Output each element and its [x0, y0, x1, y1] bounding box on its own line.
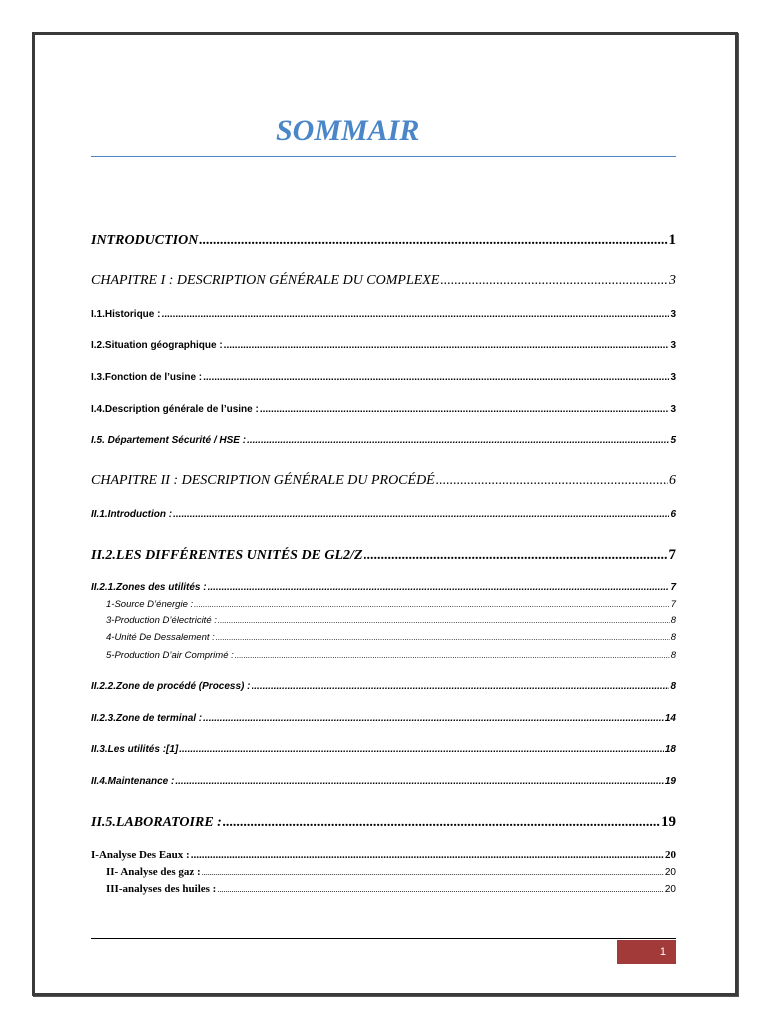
toc-entry-ii-2-1[interactable]	[91, 582, 676, 593]
toc-entry-i-4[interactable]	[91, 404, 676, 415]
toc-label: CHAPITRE II : DESCRIPTION GÉNÉRALE DU PROCÉDÉ	[91, 473, 435, 488]
toc-entry-ii-5[interactable]	[91, 814, 676, 831]
toc-page: 7	[670, 582, 676, 593]
toc-entry-source-energie[interactable]	[106, 599, 676, 610]
toc-page: 14	[664, 713, 676, 724]
toc-entry-analyse-eaux[interactable]	[91, 849, 676, 861]
toc-leader	[223, 815, 660, 831]
toc-leader	[216, 633, 670, 642]
toc-page: 8	[670, 650, 676, 661]
toc-label: II.4.Maintenance :	[91, 776, 175, 787]
toc-label: II.3.Les utilités :[1]	[91, 744, 179, 755]
toc-leader	[203, 372, 669, 383]
toc-entry-air-comprime[interactable]	[106, 650, 676, 661]
toc-page: 7	[668, 547, 676, 563]
toc-page: 8	[670, 615, 676, 626]
toc-label: 3-Production D’électricité :	[106, 615, 217, 626]
toc-label: II.2.1.Zones des utilités :	[91, 582, 207, 593]
toc-leader	[252, 681, 670, 692]
toc-label: I.2.Situation géographique :	[91, 340, 223, 351]
toc-entry-chapitre-2[interactable]	[91, 473, 676, 489]
toc-label: I.3.Fonction de l’usine :	[91, 372, 203, 383]
toc-label: 5-Production D’air Comprimé :	[106, 650, 234, 661]
toc-page: 19	[664, 776, 676, 787]
toc-page: 8	[670, 632, 676, 643]
toc-leader	[199, 233, 667, 249]
toc-page: 5	[670, 435, 676, 446]
toc-page: 18	[664, 744, 676, 755]
toc-page: 6	[670, 509, 676, 520]
toc-label: II.2.LES DIFFÉRENTES UNITÉS DE GL2/Z	[91, 548, 363, 563]
toc-leader	[364, 548, 668, 564]
toc-leader	[260, 404, 670, 415]
toc-label: INTRODUCTION	[91, 233, 199, 248]
toc-label: II.2.2.Zone de procédé (Process) :	[91, 681, 251, 692]
toc-leader	[173, 509, 669, 520]
toc-entry-dessalement[interactable]	[106, 632, 676, 643]
toc-label: II.2.3.Zone de terminal :	[91, 713, 203, 724]
toc-page: 20	[665, 849, 676, 861]
toc-entry-introduction[interactable]	[91, 232, 676, 249]
toc-entry-i-2[interactable]	[91, 340, 676, 351]
toc-label: II- Analyse des gaz :	[106, 866, 201, 878]
page-number-badge: 1	[617, 940, 676, 964]
toc-leader	[436, 473, 668, 489]
toc-page: 3	[670, 309, 676, 320]
footer-rule	[91, 938, 676, 939]
toc-leader	[440, 273, 668, 289]
toc-entry-chapitre-1[interactable]	[91, 273, 676, 289]
toc-entry-analyses-huiles[interactable]	[106, 883, 676, 895]
toc-leader	[247, 435, 669, 446]
toc-leader	[175, 776, 664, 787]
toc-leader	[224, 340, 670, 351]
toc-entry-ii-3[interactable]	[91, 744, 676, 755]
toc-entry-i-5[interactable]	[91, 435, 676, 446]
page-title: SOMMAIR	[276, 114, 420, 147]
toc-page: 3	[670, 340, 676, 351]
toc-label: I.5. Département Sécurité / HSE :	[91, 435, 247, 446]
toc-page: 3	[670, 404, 676, 415]
toc-page: 3	[669, 273, 676, 288]
toc-label: II.5.LABORATOIRE :	[91, 815, 222, 830]
toc-leader	[194, 600, 670, 609]
toc-leader	[218, 616, 670, 625]
toc-page: 20	[664, 867, 676, 878]
toc-entry-ii-1[interactable]	[91, 509, 676, 520]
toc-entry-ii-2-3[interactable]	[91, 713, 676, 724]
toc-entry-ii-2-2[interactable]	[91, 681, 676, 692]
toc-leader	[235, 651, 670, 660]
title-underline	[91, 156, 676, 157]
toc-label: 4-Unité De Dessalement :	[106, 632, 215, 643]
toc-page: 19	[661, 814, 676, 830]
toc-page: 1	[668, 232, 676, 248]
toc-page: 6	[669, 473, 676, 488]
toc-label: II.1.Introduction :	[91, 509, 173, 520]
toc-page: 8	[670, 681, 676, 692]
toc-leader	[179, 744, 664, 755]
toc-leader	[161, 309, 669, 320]
toc-leader	[203, 713, 664, 724]
toc-entry-i-1[interactable]	[91, 309, 676, 320]
toc-page: 20	[664, 884, 676, 895]
toc-entry-analyse-gaz[interactable]	[106, 866, 676, 878]
toc-entry-production-electricite[interactable]	[106, 615, 676, 626]
toc-leader	[217, 885, 664, 894]
toc-label: I.1.Historique :	[91, 309, 161, 320]
toc-label: I-Analyse Des Eaux :	[91, 849, 190, 861]
toc-leader	[202, 868, 664, 877]
toc-page: 7	[670, 599, 676, 610]
toc-leader	[208, 582, 670, 593]
toc-page: 3	[670, 372, 676, 383]
toc-label: III-analyses des huiles :	[106, 883, 217, 895]
toc-entry-ii-2[interactable]	[91, 547, 676, 564]
toc-leader	[191, 849, 664, 861]
toc-label: CHAPITRE I : DESCRIPTION GÉNÉRALE DU COMPLEXE	[91, 273, 440, 288]
toc-label: 1-Source D’énergie :	[106, 599, 194, 610]
toc-entry-i-3[interactable]	[91, 372, 676, 383]
toc-entry-ii-4[interactable]	[91, 776, 676, 787]
toc-label: I.4.Description générale de l’usine :	[91, 404, 259, 415]
